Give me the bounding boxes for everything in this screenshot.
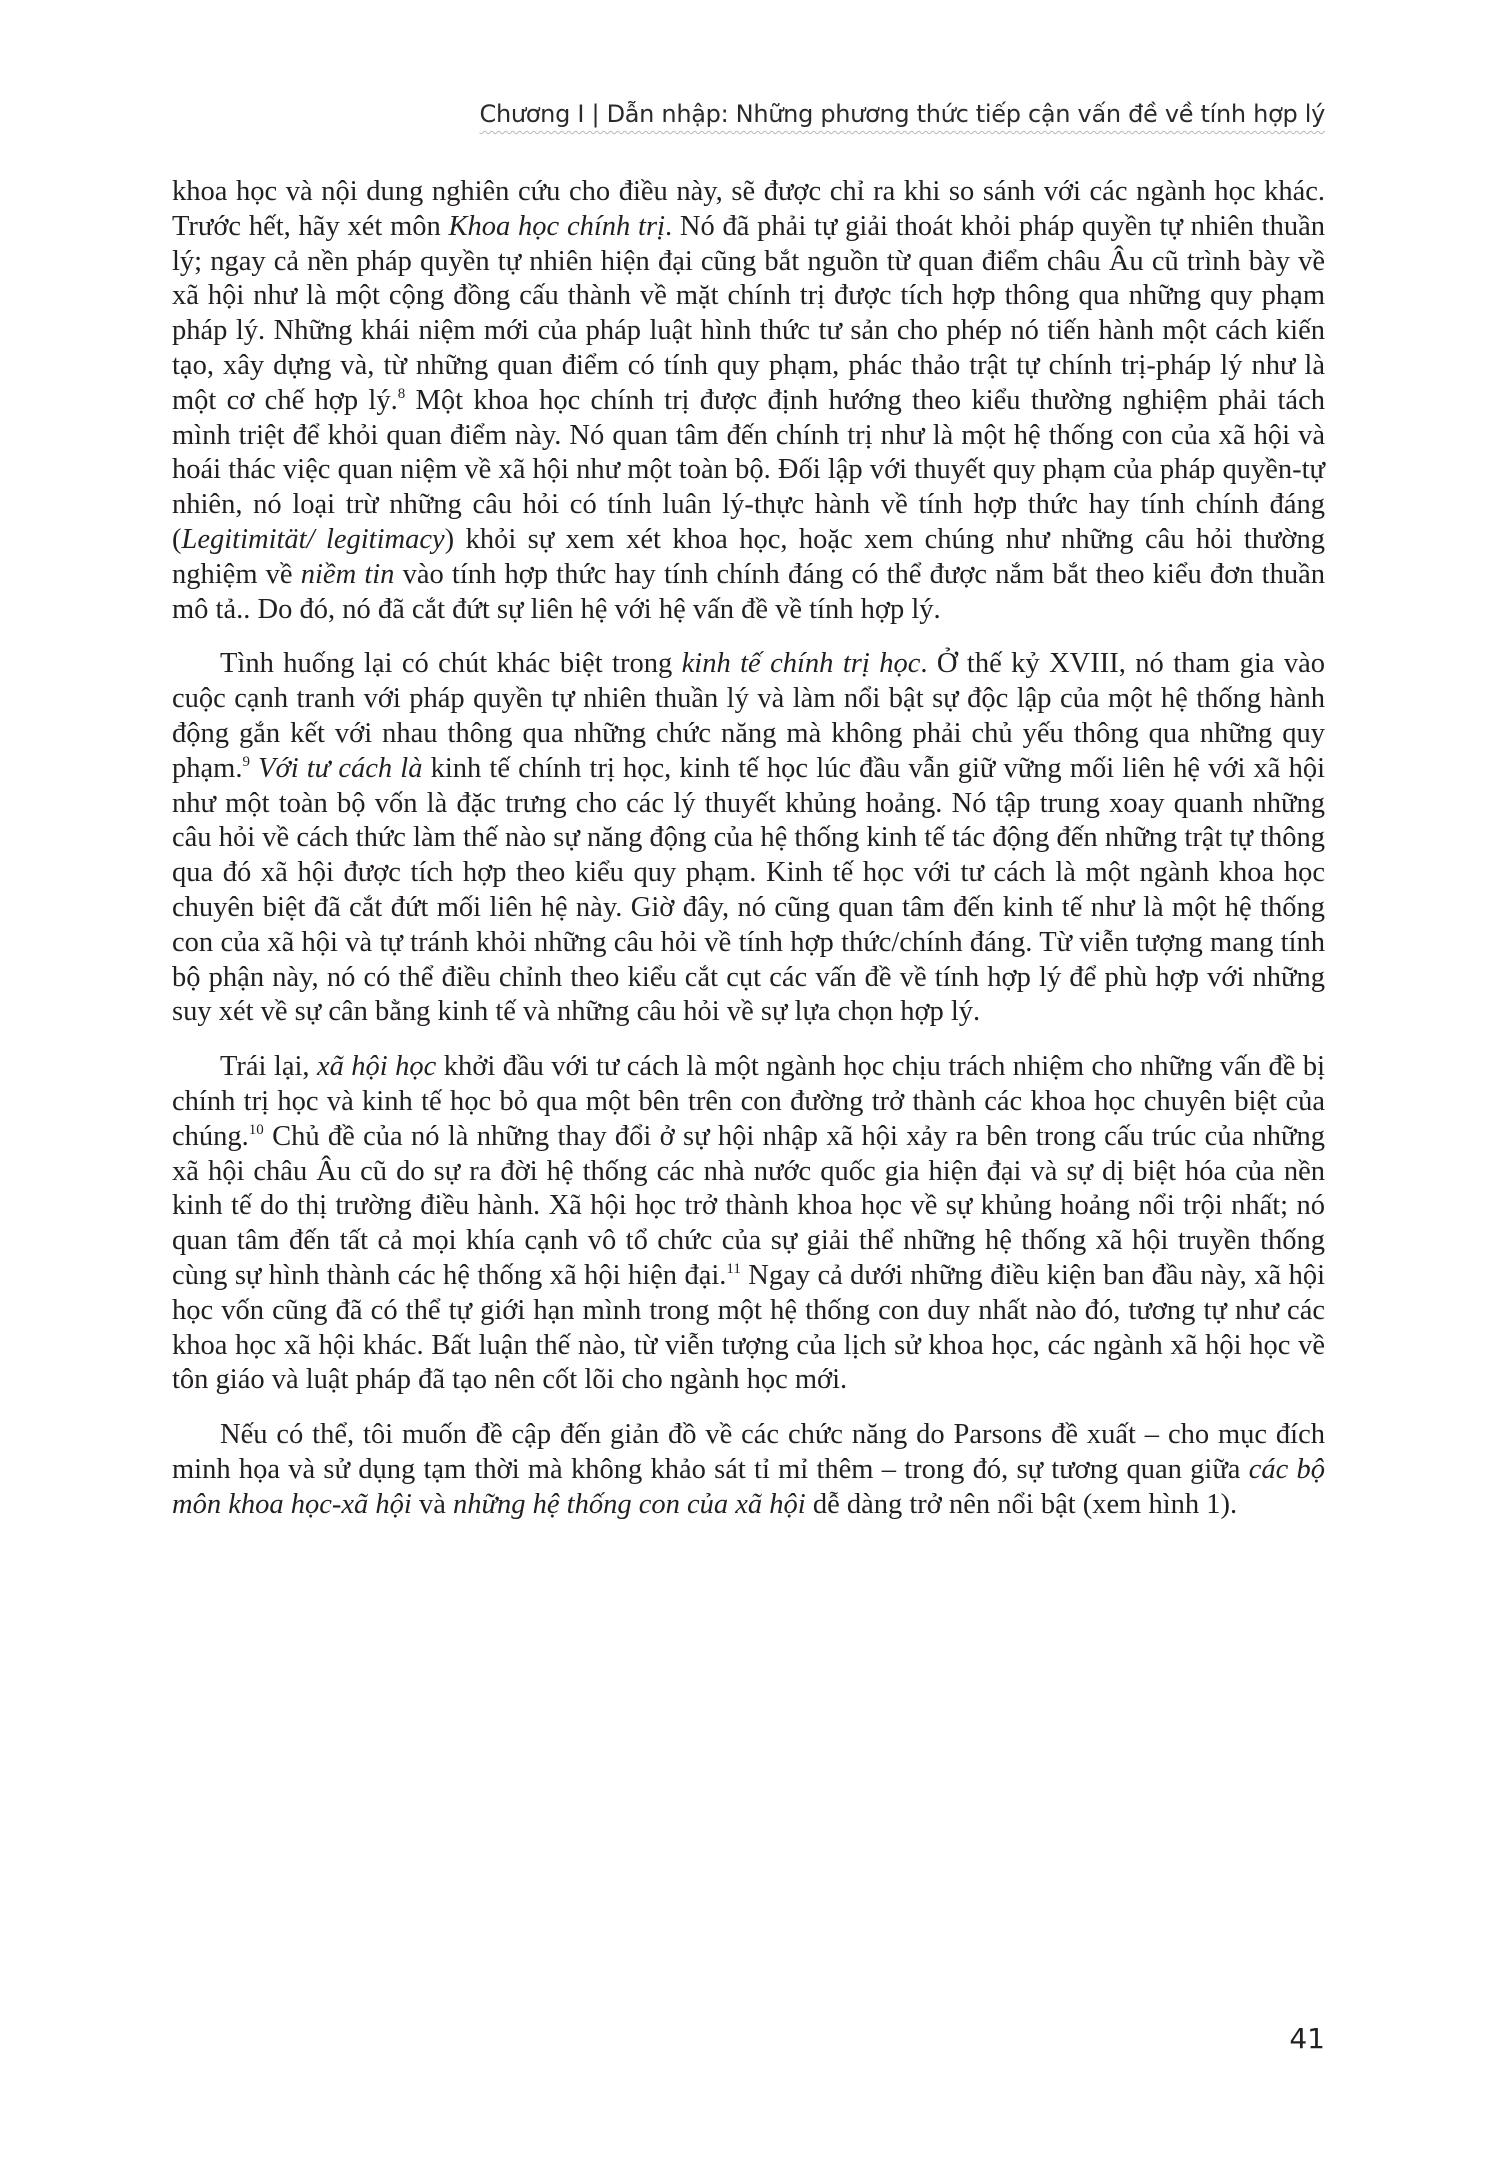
text-segment: và xyxy=(411,1488,453,1520)
italic-term-he-thong-con: những hệ thống con của xã hội xyxy=(452,1488,806,1520)
running-header: Chương I | Dẫn nhập: Những phương thức tiếp cận vấn đề về tính hợp lý xyxy=(479,100,1325,128)
text-segment: Tình huống lại có chút khác biệt trong xyxy=(220,648,682,680)
text-segment: vào tính hợp thức hay tính chính đáng có thể được nắm bắt theo kiểu đơn thuần mô tả.. Do đó, nó đã cắt đứt sự liên hệ với hệ vấn đề về tính hợp lý. xyxy=(172,558,1325,625)
text-segment: Chủ đề của nó là những thay đổi ở sự hội nhập xã hội xảy ra bên trong cấu trúc của những xã hội châu Âu cũ do sự ra đời hệ thống các nhà nước quốc gia hiện đại và sự dị biệt hóa của nền kinh tế do thị trường điều hành. Xã hội học trở thành khoa học về sự khủng hoảng nổi trội nhất; nó quan tâm đến tất cả mọi khía cạnh vô tổ chức của sự giải thể những hệ thống xã hội truyền thống cùng sự hình thành các hệ thống xã hội hiện đại. xyxy=(172,1120,1325,1291)
text-segment: Một khoa học chính trị được định hướng theo kiểu thường nghiệm phải tách mình triệt để khỏi quan điểm này. Nó quan tâm đến chính trị như là một hệ thống con của xã hội và hoái thác việc quan niệm về xã hội như một toàn bộ. Đối lập với thuyết quy phạm của pháp quyền-tự nhiên, nó loại trừ những câu hỏi có tính luân lý-thực hành về tính hợp thức hay tính chính đáng ( xyxy=(172,384,1325,555)
italic-term-kinh-te-chinh-tri-hoc: kinh tế chính trị học xyxy=(681,648,921,680)
text-segment: khởi đầu với tư cách là một ngành học chịu trách nhiệm cho những vấn đề bị chính trị học và kinh tế học bỏ qua một bên trên con đường trở thành các khoa học chuyên biệt của chúng. xyxy=(172,1051,1326,1152)
text-segment: . Ở thế kỷ XVIII, nó tham gia vào cuộc cạnh tranh với pháp quyền tự nhiên thuần lý và làm nổi bật sự độc lập của một hệ thống hành động gắn kết với nhau thông qua những chức năng mà không phải chủ yếu thông qua những quy phạm. xyxy=(172,648,1325,784)
footnote-marker-11[interactable]: 11 xyxy=(726,1260,741,1277)
text-segment: . Nó đã phải tự giải thoát khỏi pháp quyền tự nhiên thuần lý; ngay cả nền pháp quyền tự nhiên hiện đại cũng bắt nguồn từ quan điểm châu Âu cũ trình bày về xã hội như là một cộng đồng cấu thành về mặt chính trị được tích hợp thông qua những quy phạm pháp lý. Những khái niệm mới của pháp luật hình thức tư sản cho phép nó tiến hành một cách kiến tạo, xây dựng và, từ những quan điểm có tính quy phạm, phác thảo trật tự chính trị-pháp lý như là một cơ chế hợp lý. xyxy=(172,210,1326,416)
italic-term-legitimitat: Legitimität/ legitimacy xyxy=(181,523,445,555)
text-segment: Trái lại, xyxy=(220,1051,317,1083)
page-number: 41 xyxy=(1289,2022,1325,2055)
text-segment: Ngay cả dưới những điều kiện ban đầu này, xã hội học vốn cũng đã có thể tự giới hạn mình trong một hệ thống con duy nhất nào đó, tương tự như các khoa học xã hội khác. Bất luận thế nào, từ viễn tượng của lịch sử khoa học, các ngành xã hội học về tôn giáo và luật pháp đã tạo nên cốt lõi cho ngành học mới. xyxy=(172,1259,1325,1396)
paragraph-2 xyxy=(172,647,1325,1030)
italic-term-xa-hoi-hoc: xã hội học xyxy=(316,1051,437,1083)
text-segment: Nếu có thể, tôi muốn đề cập đến giản đồ về các chức năng do Parsons đề xuất – cho mục đích minh họa và sử dụng tạm thời mà không khảo sát tỉ mỉ thêm – trong đó, sự tương quan giữa xyxy=(172,1419,1325,1485)
italic-term-niem-tin: niềm tin xyxy=(300,558,395,590)
text-segment xyxy=(250,753,258,784)
paragraph-4 xyxy=(172,1418,1325,1522)
paragraph-3 xyxy=(172,1050,1325,1398)
footnote-marker-8[interactable]: 8 xyxy=(397,385,406,402)
text-segment: ) khỏi sự xem xét khoa học, hoặc xem chúng như những câu hỏi thường nghiệm về xyxy=(172,523,1325,590)
text-segment: kinh tế chính trị học, kinh tế học lúc đầu vẫn giữ vững mối liên hệ với xã hội như một toàn bộ vốn là đặc trưng cho các lý thuyết khủng hoảng. Nó tập trung xoay quanh những câu hỏi về cách thức làm thế nào sự năng động của hệ thống kinh tế tác động đến những trật tự thông qua đó xã hội được tích hợp theo kiểu quy phạm. Kinh tế học với tư cách là một ngành khoa học chuyên biệt đã cắt đứt mối liên hệ này. Giờ đây, nó cũng quan tâm đến kinh tế như là một hệ thống con của xã hội và tự tránh khỏi những câu hỏi về tính hợp thức/chính đáng. Từ viễn tượng mang tính bộ phận này, nó có thể điều chỉnh theo kiểu cắt cụt các vấn đề về tính hợp lý để phù hợp với những suy xét về sự cân bằng kinh tế và những câu hỏi về sự lựa chọn hợp lý. xyxy=(172,752,1326,1028)
italic-term-voi-tu-cach-la: Với tư cách là xyxy=(258,752,423,784)
text-segment: dễ dàng trở nên nổi bật (xem hình 1). xyxy=(805,1488,1238,1520)
footnote-marker-10[interactable]: 10 xyxy=(248,1121,264,1138)
italic-term-cac-bo-mon: các bộ môn khoa học-xã hội xyxy=(172,1453,1325,1520)
body-text xyxy=(172,175,1325,1542)
footnote-marker-9[interactable]: 9 xyxy=(242,753,250,770)
italic-term-khoa-hoc-chinh-tri: Khoa học chính trị xyxy=(448,210,665,242)
paragraph-1 xyxy=(172,175,1325,627)
text-segment: khoa học và nội dung nghiên cứu cho điều này, sẽ được chỉ ra khi so sánh với các ngành học khác. Trước hết, hãy xét môn xyxy=(172,176,1325,242)
